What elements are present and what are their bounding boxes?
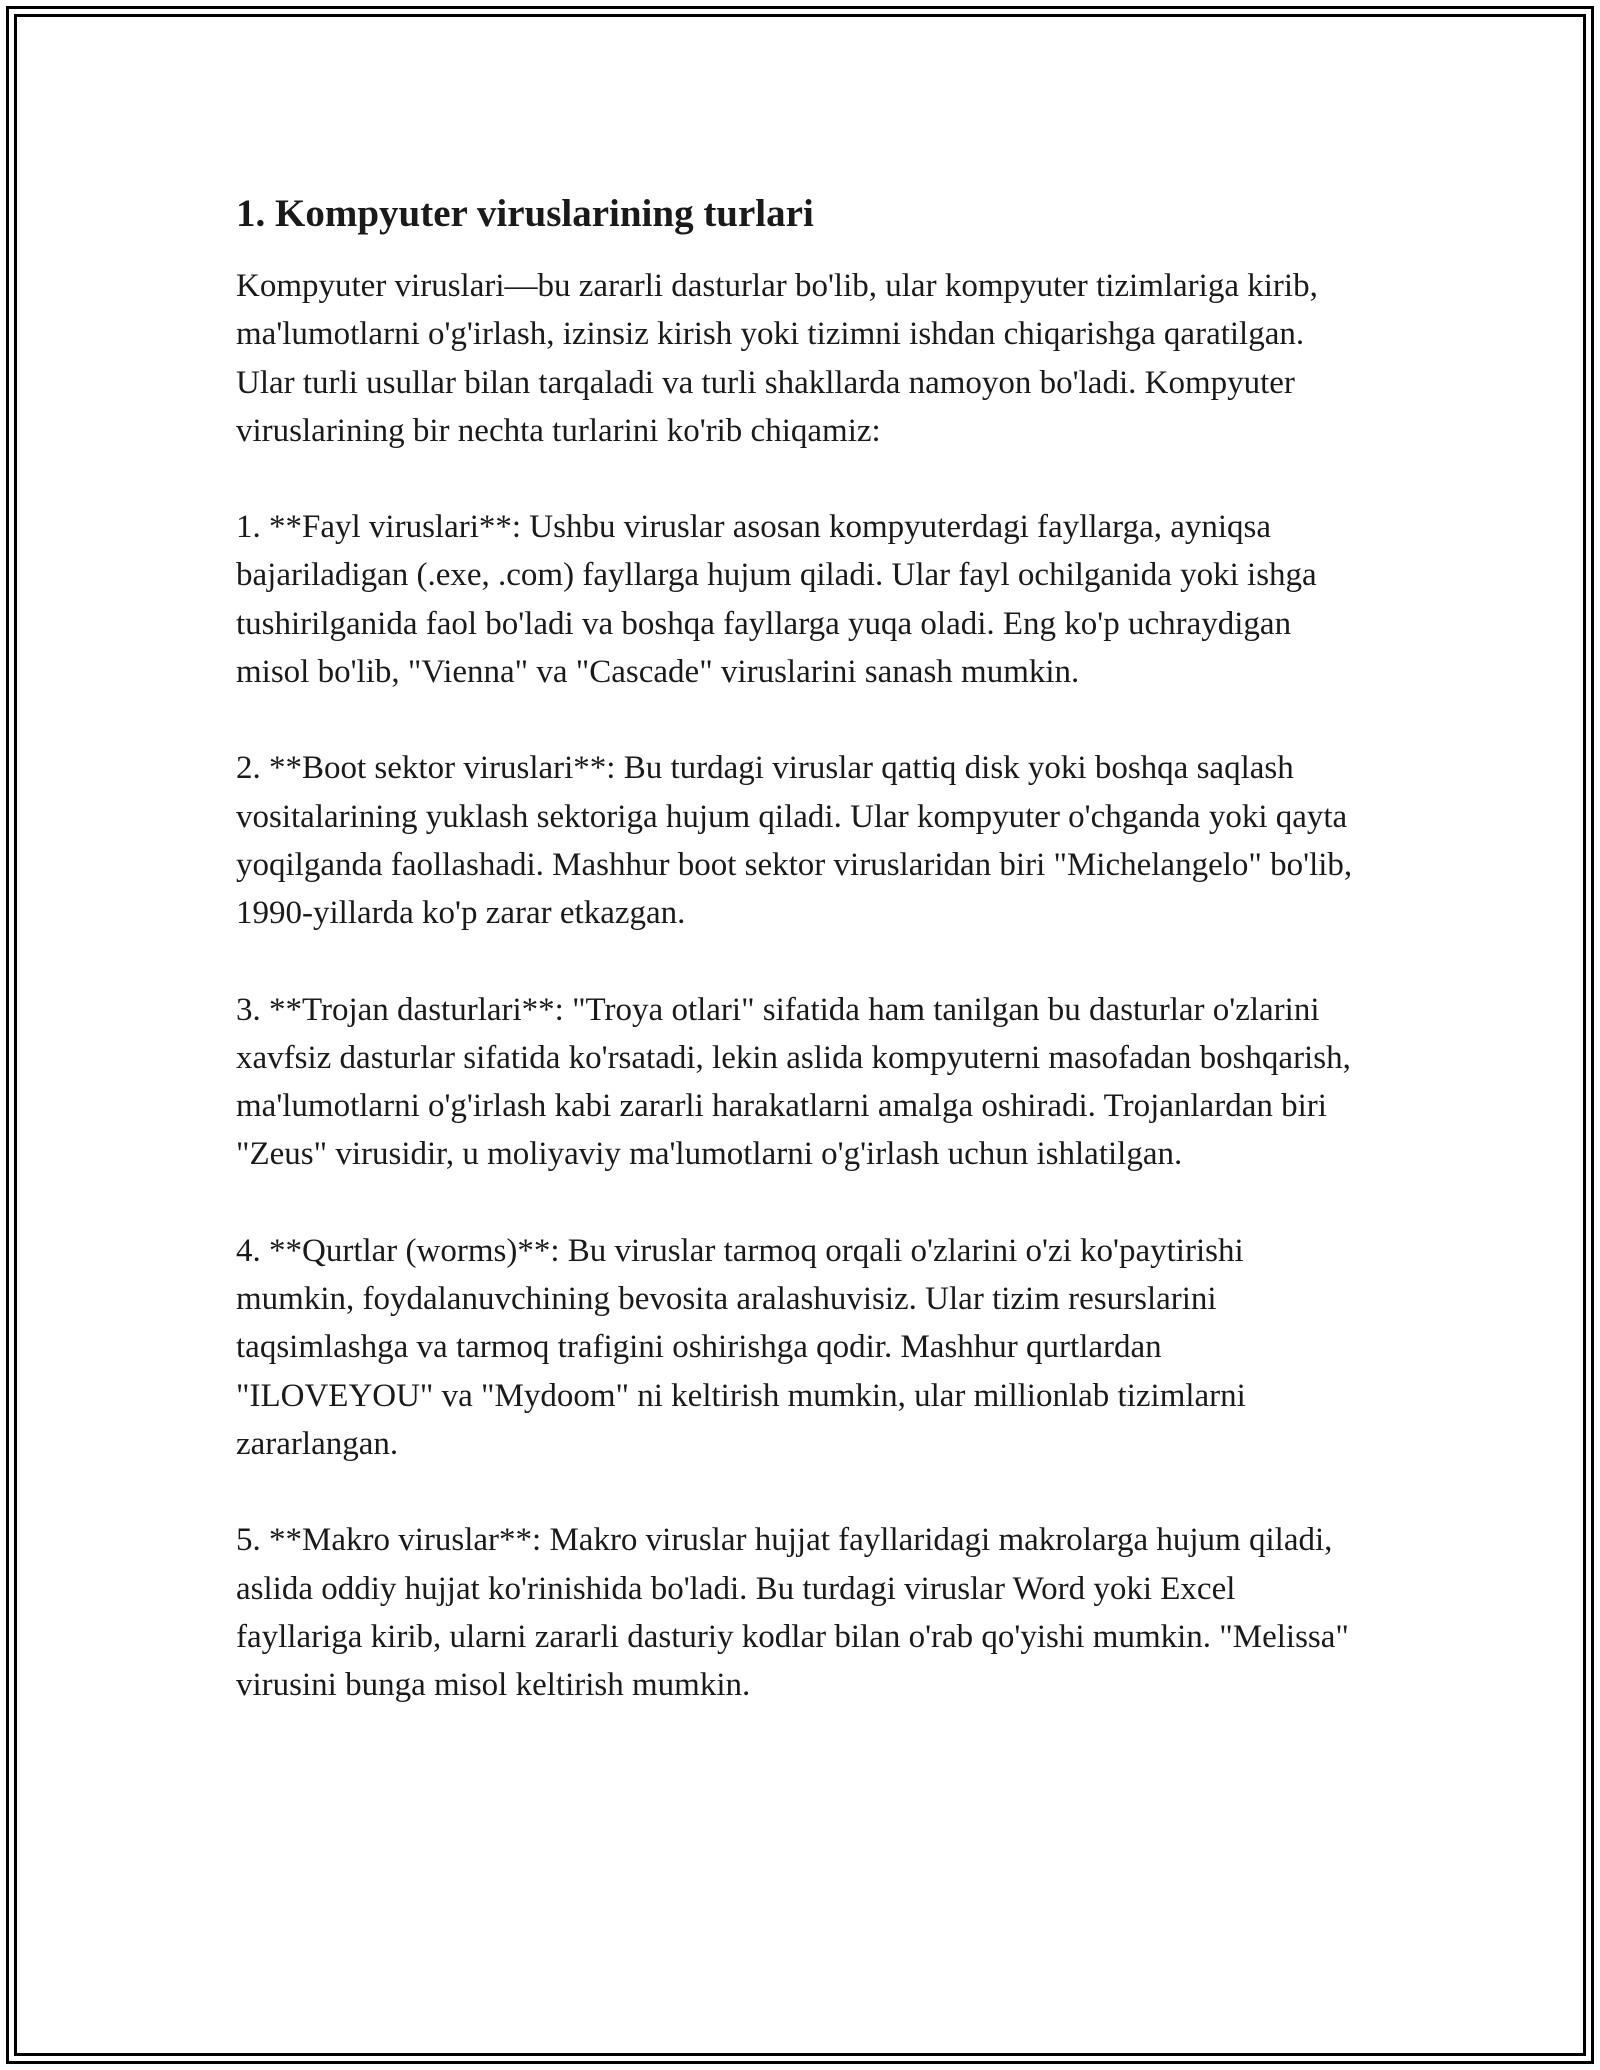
list-item-boot-sector-viruses: 2. **Boot sektor viruslari**: Bu turdagi viruslar qattiq disk yoki boshqa saqlash vositalarining yuklash sektoriga hujum qiladi. Ular kompyuter o'chganda yoki qayta yoqilganda faollashadi. Mashhur boot sektor viruslaridan biri "Michelangelo" bo'lib, 1990-yillarda ko'p zarar etkazgan. xyxy=(236,750,1353,932)
intro-paragraph: Kompyuter viruslari—bu zararli dasturlar bo'lib, ular kompyuter tizimlariga kirib, ma'lumotlarni o'g'irlash, izinsiz kirish yoki tizimni ishdan chiqarishga qaratilgan. Ular turli usullar bilan tarqaladi va turli shakllarda namoyon bo'ladi. Kompyuter viruslarining bir nechta turlarini ko'rib chiqamiz: xyxy=(236,268,1318,449)
document-body xyxy=(236,186,1366,1757)
section-heading: 1. Kompyuter viruslarining turlari xyxy=(236,192,814,235)
list-item-trojan-programs: 3. **Trojan dasturlari**: "Troya otlari" sifatida ham tanilgan bu dasturlar o'zlarini xavfsiz dasturlar sifatida ko'rsatadi, lekin aslida kompyuterni masofadan boshqarish, ma'lumotlarni o'g'irlash kabi zararli harakatlarni amalga oshiradi. Trojanlardan biri "Zeus" virusidir, u moliyaviy ma'lumotlarni o'g'irlash uchun ishlatilgan. xyxy=(236,991,1351,1173)
list-item-worms: 4. **Qurtlar (worms)**: Bu viruslar tarmoq orqali o'zlarini o'zi ko'paytirishi mumkin, foydalanuvchining bevosita aralashuvisiz. Ular tizim resurslarini taqsimlashga va tarmoq trafigini oshirishga qodir. Mashhur qurtlardan "ILOVEYOU" va "Mydoom" ni keltirish mumkin, ular millionlab tizimlarni zararlangan. xyxy=(236,1232,1246,1462)
list-item-file-viruses: 1. **Fayl viruslari**: Ushbu viruslar asosan kompyuterdagi fayllarga, ayniqsa bajariladigan (.exe, .com) fayllarga hujum qiladi. Ular fayl ochilganida yoki ishga tushirilganida faol bo'ladi va boshqa fayllarga yuqa oladi. Eng ko'p uchraydigan misol bo'lib, "Vienna" va "Cascade" viruslarini sanash mumkin. xyxy=(236,509,1317,691)
list-item-macro-viruses: 5. **Makro viruslar**: Makro viruslar hujjat fayllaridagi makrolarga hujum qiladi, aslida oddiy hujjat ko'rinishida bo'ladi. Bu turdagi viruslar Word yoki Excel fayllariga kirib, ularni zararli dasturiy kodlar bilan o'rab qo'yishi mumkin. "Melissa" virusini bunga misol keltirish mumkin. xyxy=(236,1522,1349,1704)
